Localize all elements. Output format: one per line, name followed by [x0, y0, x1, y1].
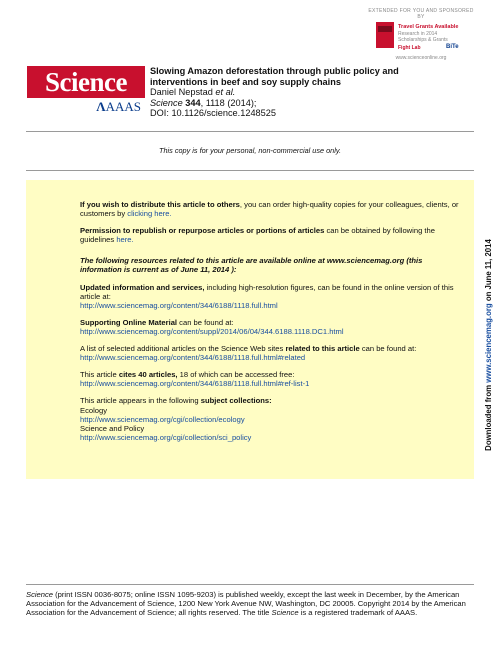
article-authors: Daniel Nepstad et al. — [150, 87, 236, 98]
download-watermark: Downloaded from www.sciencemag.org on June 11, 2014 — [484, 239, 493, 451]
collection-link-sci-policy[interactable]: http://www.sciencemag.org/cgi/collection/sci_policy — [80, 432, 252, 442]
supporting-material-link[interactable]: http://www.sciencemag.org/content/suppl/2014/06/04/344.6188.1118.DC1.html — [80, 326, 344, 336]
article-info-panel — [26, 180, 474, 479]
collection-name: Ecology — [80, 405, 108, 415]
cited-articles-block: This article cites 40 articles, 18 of which can be accessed free: http://www.sciencemag.org/content/344/6188/1118.full.html#ref-list-1 — [80, 370, 310, 389]
sponsor-line: Scholarships & Grants — [398, 37, 448, 43]
citation — [150, 66, 450, 119]
sponsor-caption: EXTENDED FOR YOU AND SPONSORED BY — [368, 8, 474, 20]
sponsor-box[interactable] — [368, 8, 474, 64]
collection-link-ecology[interactable]: http://www.sciencemag.org/cgi/collection/ecology — [80, 414, 245, 424]
updated-info-block: Updated information and services, including high-resolution figures, can be found in the online version of this article at: http://www.sciencemag.org/content/344/6188/1118.full.html — [80, 282, 454, 310]
supporting-material-block: Supporting Online Material can be found at: http://www.sciencemag.org/content/suppl/2014/06/04/344.6188.1118.DC1.html — [80, 317, 344, 336]
science-wordmark: Science — [27, 66, 145, 98]
sponsor-headline: Travel Grants Available — [398, 24, 459, 30]
references-link[interactable]: http://www.sciencemag.org/content/344/6188/1118.full.html#ref-list-1 — [80, 379, 310, 389]
divider — [26, 170, 474, 171]
aaas-wordmark: ΛAAAS — [27, 98, 145, 115]
guidelines-link[interactable]: here. — [116, 235, 134, 245]
divider — [26, 131, 474, 132]
permission-block: Permission to republish or repurpose articles or portions of articles can be obtained by following the guidelines here. — [80, 226, 435, 245]
aaas-mark-icon: Λ — [96, 99, 106, 114]
order-copies-link[interactable]: clicking here. — [127, 209, 172, 219]
sponsor-logo: BiTe — [446, 44, 459, 50]
article-doi: DOI: 10.1126/science.1248525 — [150, 108, 276, 119]
divider — [26, 584, 474, 585]
subject-collections-block: This article appears in the following subject collections: Ecology http://www.sciencemag.org/cgi/collection/ecology Science and Policy http://www.sciencemag.org/cgi/collection/sci_policy — [80, 396, 272, 442]
article-title: Slowing Amazon deforestation through public policy and interventions in beef and soy supply chains — [150, 66, 399, 87]
related-articles-link[interactable]: http://www.sciencemag.org/content/344/6188/1118.full.html#related — [80, 353, 306, 363]
article-reference: Science 344, 1118 (2014); — [150, 97, 257, 108]
copyright-footer: Science (print ISSN 0036-8075; online ISSN 1095-9203) is published weekly, except the last week in December, by the American Association for the Advancement of Science, 1200 New York Avenue NW, Washington, DC 20005. Copyright 2014 by the American Association for the Advancement of Science; all rights reserved. The title Science is a registered trademark of AAAS. — [26, 590, 466, 618]
science-logo[interactable] — [27, 66, 145, 115]
personal-use-notice: This copy is for your personal, non-commercial use only. — [159, 146, 341, 155]
full-text-link[interactable]: http://www.sciencemag.org/content/344/6188/1118.full.html — [80, 300, 278, 310]
resources-notice: The following resources related to this article are available online at www.sciencemag.org (this information is current as of June 11, 2014 ): — [80, 256, 423, 275]
sciencemag-link[interactable]: www.sciencemag.org — [484, 303, 493, 383]
related-articles-block: A list of selected additional articles on the Science Web sites related to this article can be found at: http://www.sciencemag.org/content/344/6188/1118.full.html#related — [80, 344, 417, 363]
sponsor-line: Research in 2014 — [398, 31, 438, 37]
sponsor-logo: Fight Lab — [398, 45, 421, 51]
distribute-block: If you wish to distribute this article to others, you can order high-quality copies for your colleagues, clients, or customers by clicking here. — [80, 200, 459, 219]
collection-name: Science and Policy — [80, 423, 145, 433]
sponsor-image-detail — [378, 26, 392, 32]
sponsor-footer: www.scienceonline.org — [395, 55, 447, 61]
